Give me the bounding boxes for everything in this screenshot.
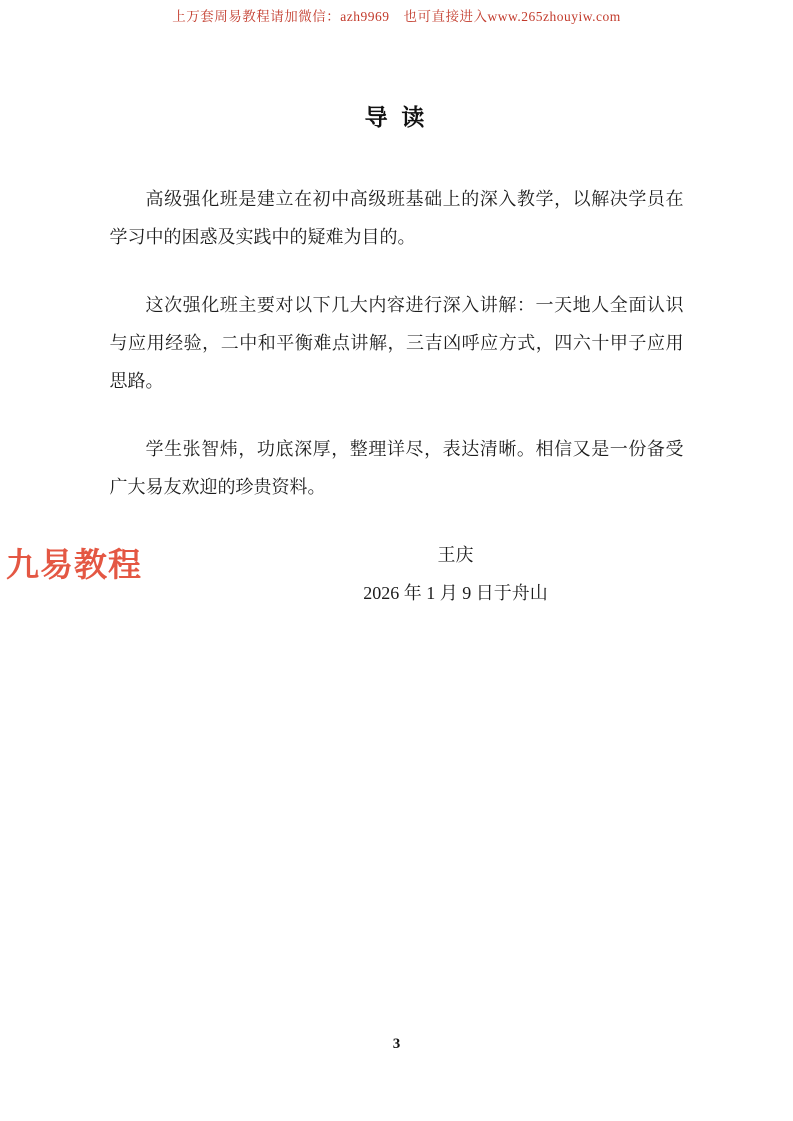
paragraph: 这次强化班主要对以下几大内容进行深入讲解：一天地人全面认识与应用经验，二中和平衡难点讲解，三吉凶呼应方式，四六十甲子应用思路。 (109, 295, 684, 391)
body-text (110, 180, 684, 612)
signature-block (311, 536, 601, 612)
signature-name: 王庆 (437, 545, 474, 565)
header-promo-note: 上万套周易教程请加微信：azh9969 也可直接进入www.265zhouyiw.com (172, 9, 621, 24)
signature-date: 2026 年 1 月 9 日于舟山 (363, 583, 548, 603)
watermark-logo: 九易教程 (6, 546, 142, 583)
paragraph: 高级强化班是建立在初中高级班基础上的深入教学，以解决学员在学习中的困惑及实践中的疑难为目的。 (109, 189, 684, 247)
page-number: 3 (392, 1036, 401, 1052)
paragraph: 学生张智炜，功底深厚，整理详尽，表达清晰。相信又是一份备受广大易友欢迎的珍贵资料。 (109, 439, 684, 497)
page-title: 导 读 (364, 105, 429, 130)
